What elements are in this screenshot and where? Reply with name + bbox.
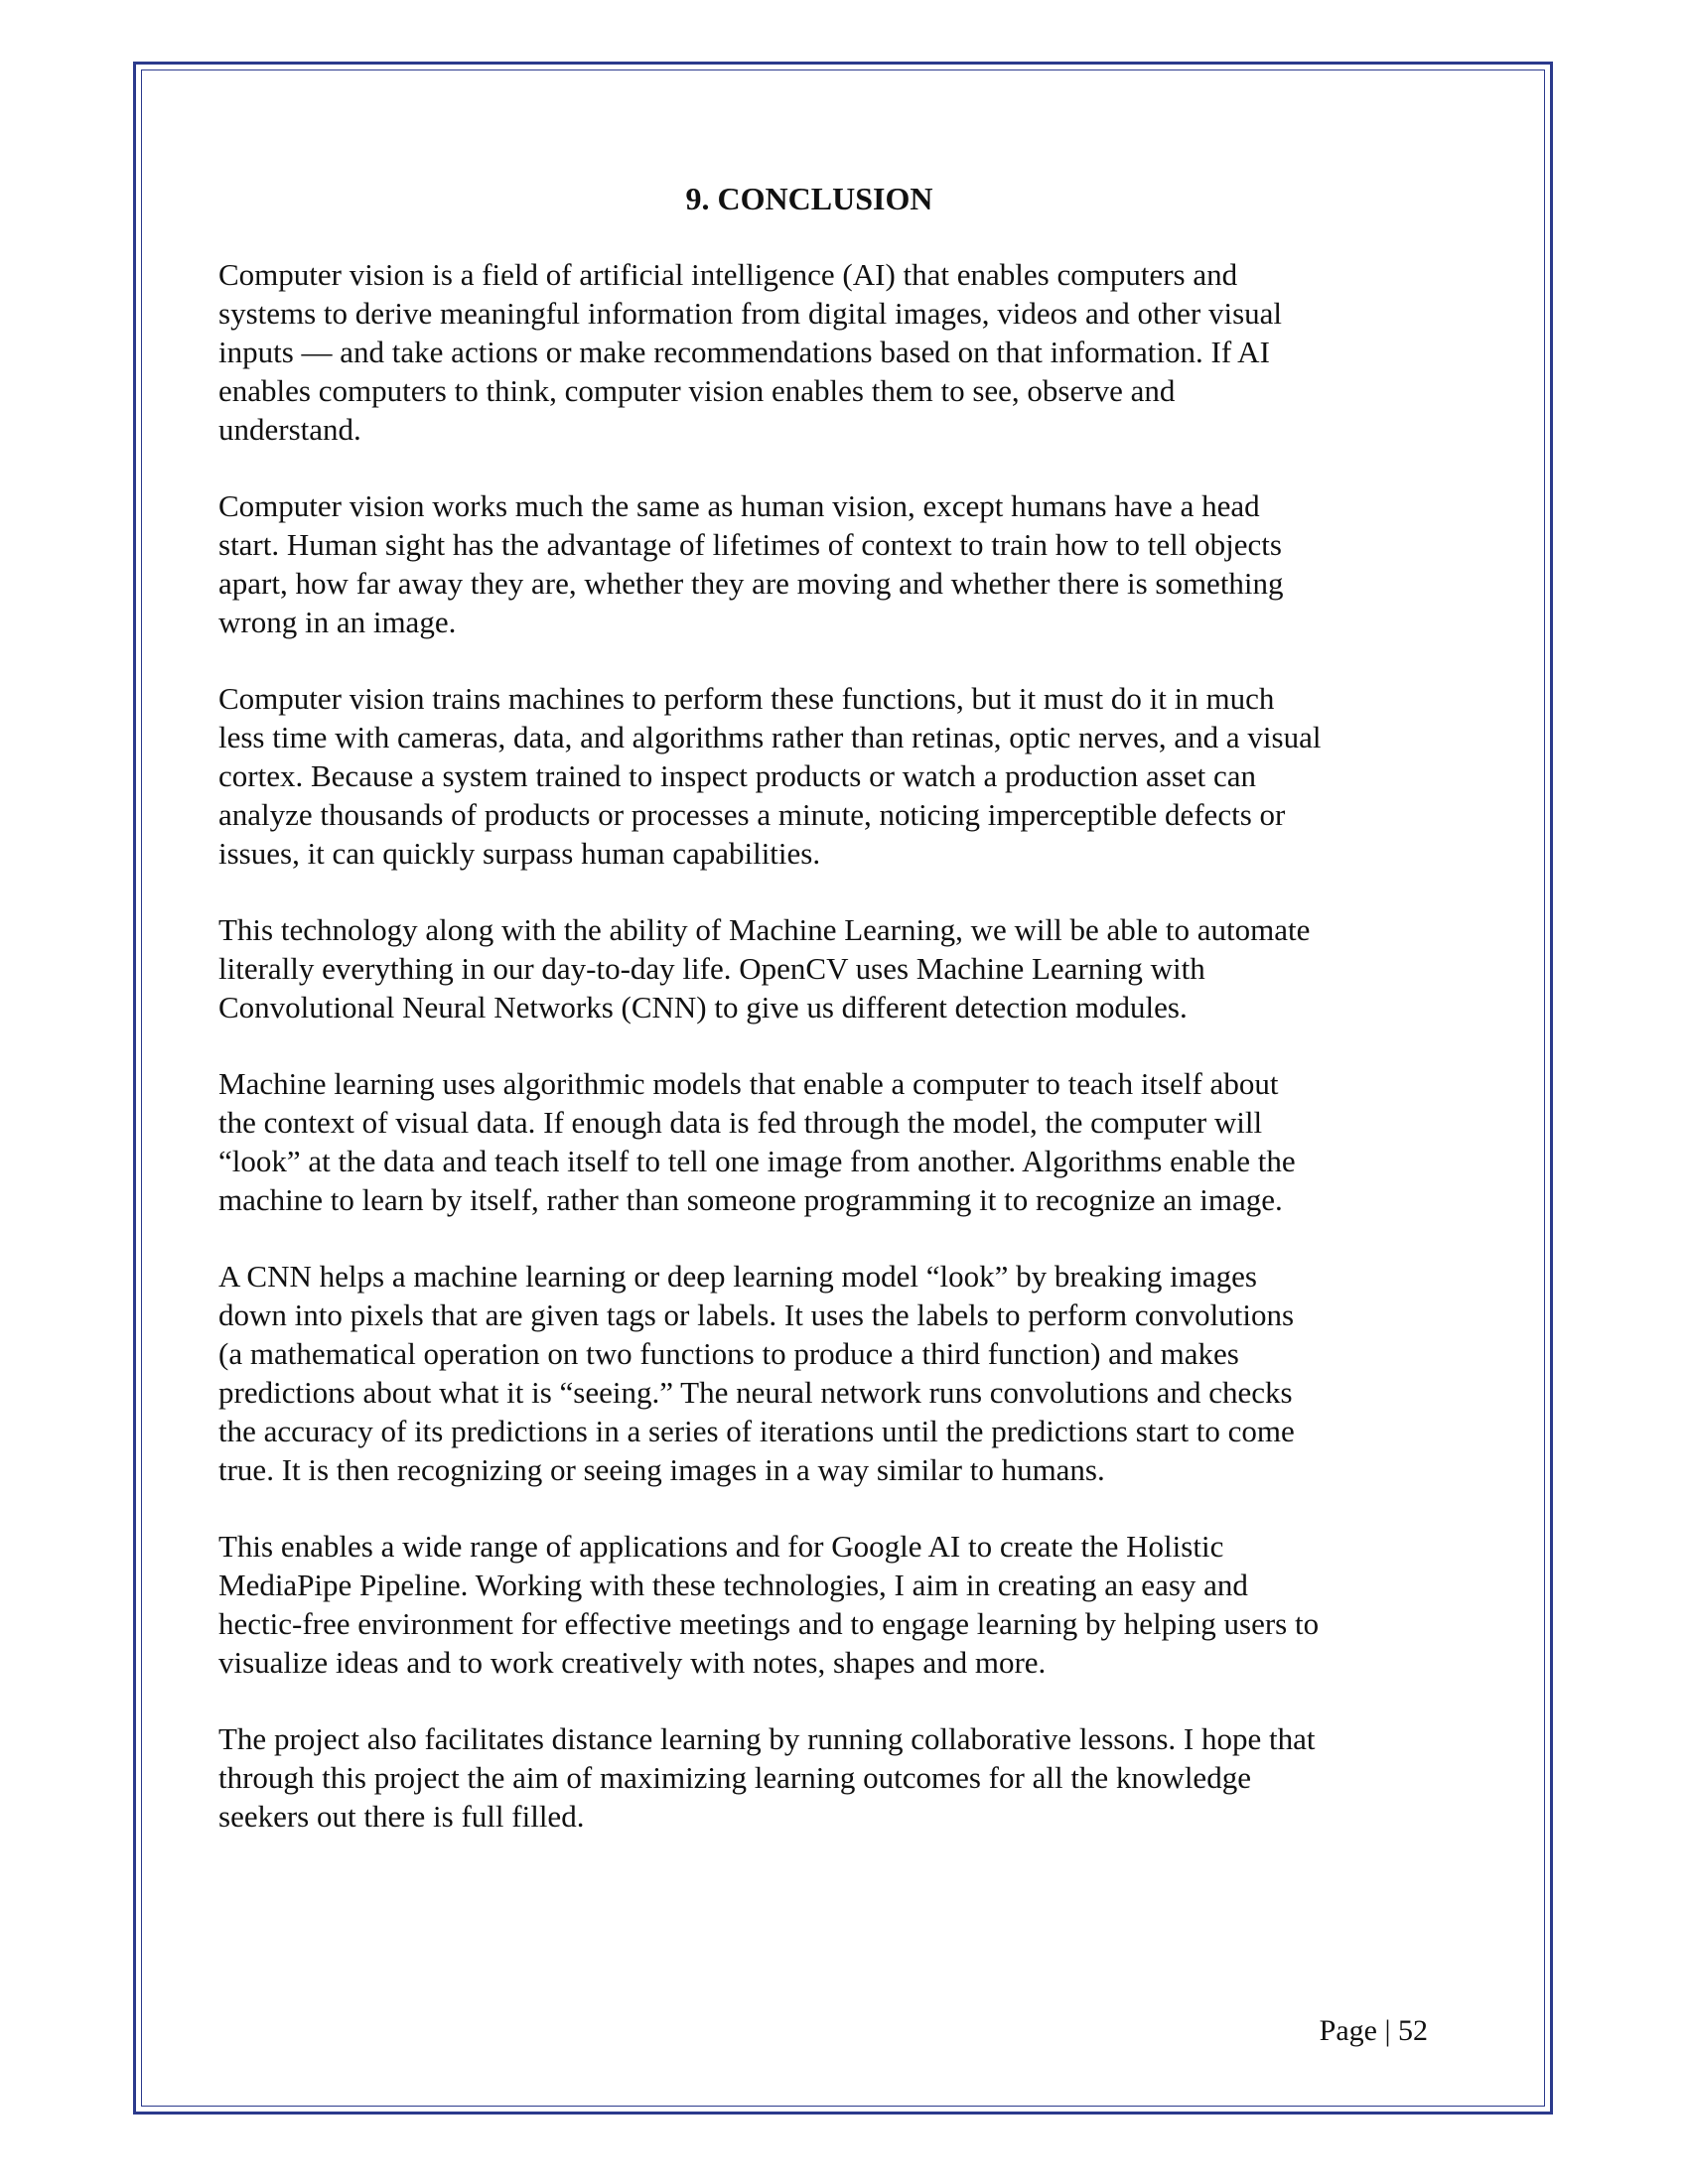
paragraph-2: Computer vision works much the same as human vision, except humans have a head start. Human sight has the advantage of lifetimes of context to train how to tell objects apart, how far away they are, whether they are moving and whether there is something wrong in an image. [218, 488, 1284, 639]
document-body [218, 179, 1440, 1836]
section-heading: 9. CONCLUSION [685, 181, 933, 216]
paragraph-4: This technology along with the ability of Machine Learning, we will be able to automate literally everything in our day-to-day life. OpenCV uses Machine Learning with Convolutional Neural Networks (CNN) to give us different detection modules. [218, 912, 1311, 1024]
paragraph-7: This enables a wide range of applications and for Google AI to create the Holistic MediaPipe Pipeline. Working with these technologies, I aim in creating an easy and hectic-free environment for effective meetings and to engage learning by helping users to visualize ideas and to work creatively with notes, shapes and more. [218, 1529, 1320, 1680]
paragraph-1: Computer vision is a field of artificial intelligence (AI) that enables computers and systems to derive meaningful information from digital images, videos and other visual inputs — and take actions or make recommendations based on that information. If AI enables computers to think, computer vision enables them to see, observe and understand. [218, 257, 1282, 447]
paragraph-6: A CNN helps a machine learning or deep learning model “look” by breaking images down into pixels that are given tags or labels. It uses the labels to perform convolutions (a mathematical operation on two functions to produce a third function) and makes predictions about what it is “seeing.” The neural network runs convolutions and checks the accuracy of its predictions in a series of iterations until the predictions start to come true. It is then recognizing or seeing images in a way similar to humans. [218, 1259, 1295, 1487]
paragraph-3: Computer vision trains machines to perform these functions, but it must do it in much less time with cameras, data, and algorithms rather than retinas, optic nerves, and a visual cortex. Because a system trained to inspect products or watch a production asset can analyze thousands of products or processes a minute, noticing imperceptible defects or issues, it can quickly surpass human capabilities. [218, 681, 1322, 871]
paragraph-8: The project also facilitates distance learning by running collaborative lessons. I hope that through this project the aim of maximizing learning outcomes for all the knowledge seekers out there is full filled. [218, 1721, 1316, 1834]
page-number: Page | 52 [1319, 2014, 1428, 2047]
paragraph-5: Machine learning uses algorithmic models that enable a computer to teach itself about the context of visual data. If enough data is fed through the model, the computer will “look” at the data and teach itself to tell one image from another. Algorithms enable the machine to learn by itself, rather than someone programming it to recognize an image. [218, 1066, 1296, 1217]
